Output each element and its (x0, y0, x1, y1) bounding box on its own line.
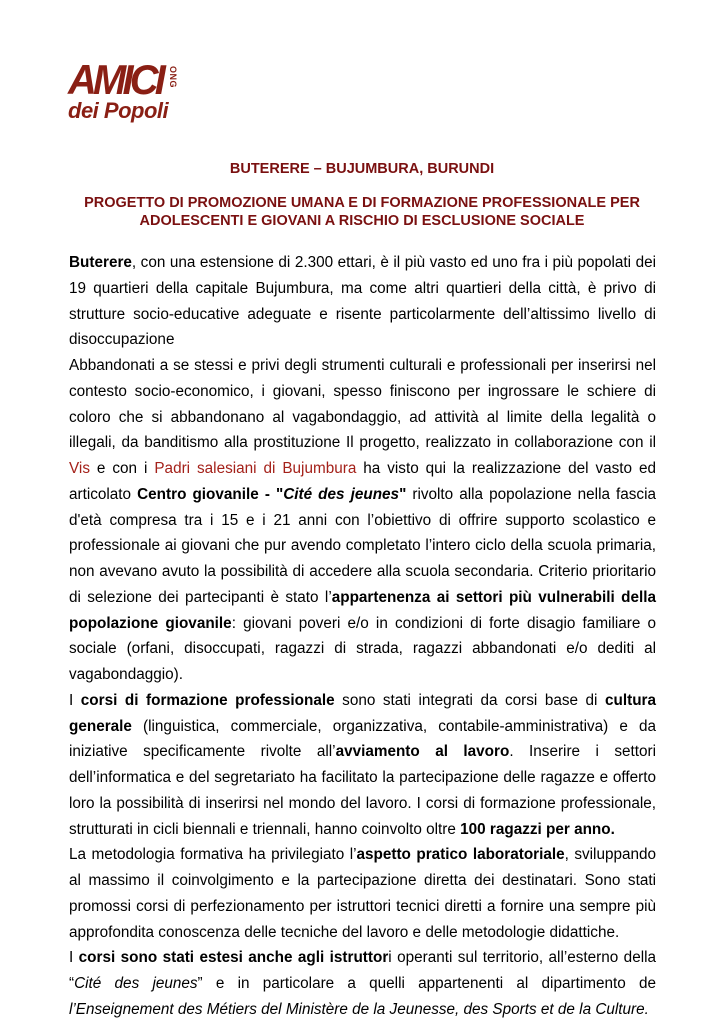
paragraph (69, 250, 656, 353)
text-run: e con i (89, 460, 155, 477)
text-run: corsi sono stati estesi anche agli istruttor (78, 949, 389, 967)
text-run: : giovani poveri e/o in condizioni di forte disagio familiare o sociale (orfani, disoccupati, ragazzi di strada, ragazzi abbandonati e/o dediti al vagabondaggio). (69, 614, 657, 683)
document-title: BUTERERE – BUJUMBURA, BURUNDI (229, 161, 495, 177)
text-run: ” e in particolare a quelli appartenenti al dipartimento de (197, 975, 656, 992)
document-subtitle: PROGETTO DI PROMOZIONE UMANA E DI FORMAZIONE PROFESSIONALE PER ADOLESCENTI E GIOVANI A RISCHIO DI ESCLUSIONE SOCIALE (84, 195, 640, 229)
text-run: rivolto alla popolazione nella fascia d'età compresa tra i 15 e i 21 anni con l’obiettivo di offrire supporto scolastico e professionale ai giovani che pur avendo completato l’intero ciclo della scuola primaria, non avevano avuto la possibilità di accedere alla scuola secondaria. Criterio prioritario di selezione dei partecipanti è stato l’ (69, 485, 656, 606)
text-link[interactable]: Padri salesiani di Bujumbura (154, 460, 357, 477)
text-run: corsi di formazione professionale (80, 691, 335, 709)
text-run: aspetto pratico laboratoriale (356, 846, 565, 864)
text-run: Abbandonati a se stessi e privi degli strumenti culturali e professionali per inserirsi nel contesto socio-economico, i giovani, spesso finiscono per ingrossare le schiere di coloro che si abbandonano al vagabondaggio, ad attività al limite della legalità o illegali, da banditismo alla prostituzione Il progetto, realizzato in collaborazione con il (69, 357, 656, 452)
logo-dei-popoli-text: dei Popoli (68, 98, 169, 123)
text-run: sono stati integrati da corsi base di (334, 691, 605, 709)
text-run: Cité des jeunes (74, 975, 198, 992)
logo-amici-text: AMICI (68, 56, 163, 103)
text-run: (linguistica, commerciale, organizzativa, contabile-amministrativa) e da iniziative specificamente rivolte all’ (69, 717, 656, 761)
logo-ong-text: ONG (168, 66, 178, 89)
text-run: , con una estensione di 2.300 ettari, è il più vasto ed uno fra i più popolati dei 19 quartieri della capitale Bujumbura, ma come altri quartieri della città, è privo di strutture socio-educative adeguate e risente particolarmente dell’altissimo livello di disoccupazione (69, 254, 656, 349)
text-run: i operanti sul territorio, all’esterno della “ (69, 949, 657, 992)
text-run: cultura generale (69, 691, 656, 735)
text-link[interactable]: Vis (69, 460, 90, 477)
text-run: . Inserire i settori dell’informatica e del segretariato ha facilitato la partecipazione delle ragazze e offerto loro la possibilità di inserirsi nel mondo del lavoro. I corsi di formazione professionale, strutturati in cicli biennali e triennali, hanno coinvolto oltre (69, 743, 657, 838)
text-run: l’Enseignement des Métiers del Ministère de la Jeunesse, des Sports et de la Culture. (69, 1000, 649, 1018)
text-run: " (399, 485, 407, 503)
text-run: 100 ragazzi per anno. (460, 820, 615, 838)
text-run: , sviluppando al massimo il coinvolgimento e la partecipazione diretta dei destinatari. Sono stati promossi corsi di perfezionamento per istruttori tecnici diretti a fornire una sempre più approfondita conoscenza delle tecniche del lavoro e delle metodologie didattiche. (69, 846, 656, 941)
text-run: Buterere (69, 254, 132, 271)
text-run: appartenenza ai settori più vulnerabili della popolazione giovanile (69, 588, 656, 632)
text-run: Centro giovanile - " (137, 485, 284, 503)
paragraph (69, 688, 656, 843)
paragraph (69, 842, 656, 945)
paragraph (69, 353, 656, 688)
document-body (69, 250, 656, 1023)
paragraph (69, 945, 656, 1022)
amici-dei-popoli-logo (66, 58, 186, 130)
text-run: ha visto qui la realizzazione del vasto ed articolato (69, 460, 656, 503)
text-run: I (69, 691, 81, 709)
text-run: La metodologia formativa ha privilegiato l’ (69, 846, 357, 864)
text-run: avviamento al lavoro (335, 743, 510, 761)
text-run: Cité des jeunes (283, 485, 400, 503)
text-run: I (69, 949, 79, 967)
